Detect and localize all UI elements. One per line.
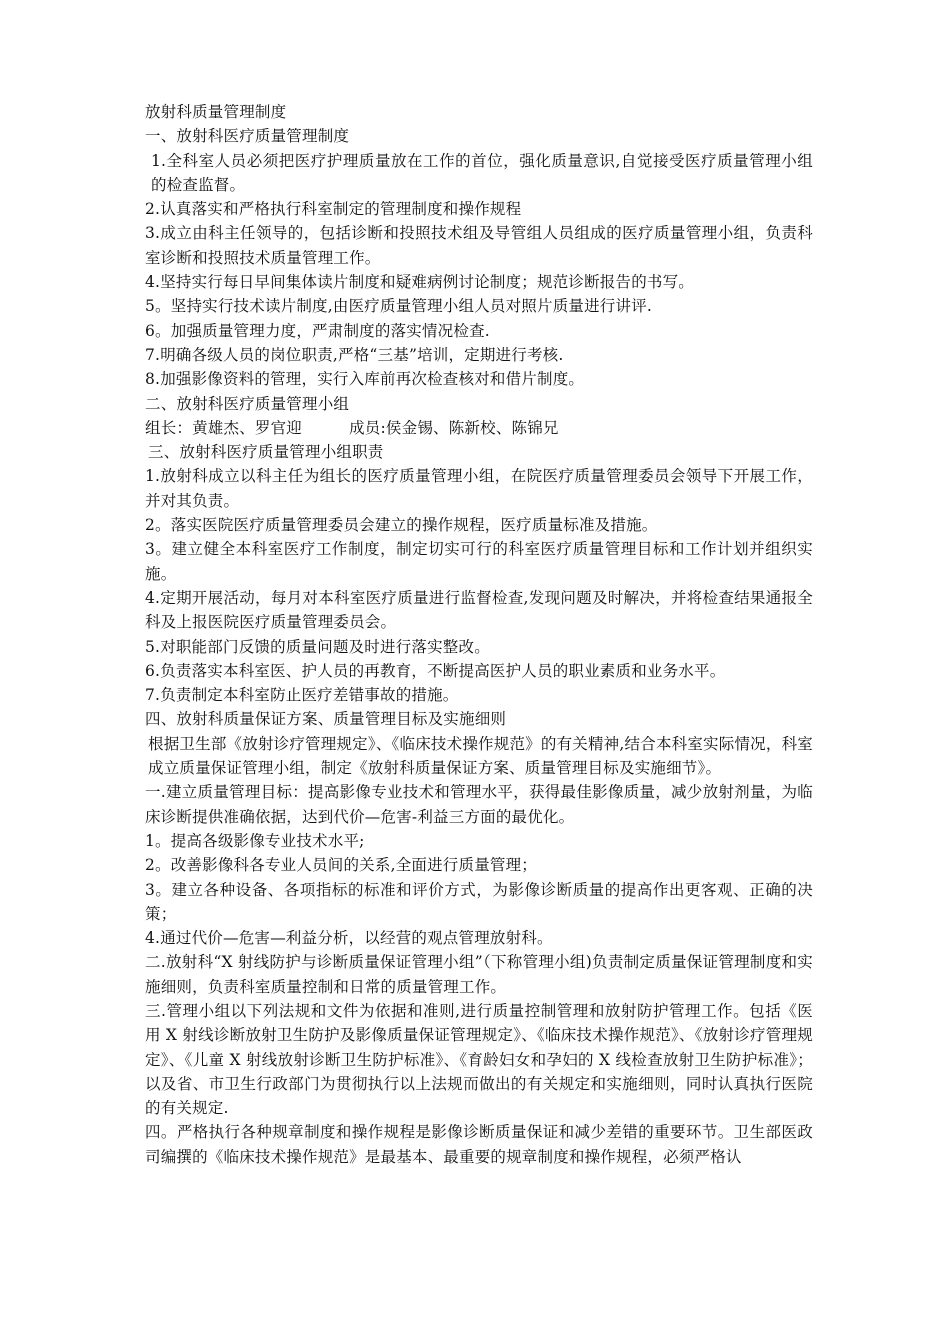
section-3-item: 6.负责落实本科室医、护人员的再教育，不断提高医护人员的职业素质和业务水平。 — [145, 661, 726, 680]
team-members: 组长：黄雄杰、罗官迎 成员:侯金锡、陈新校、陈锦兄 — [145, 418, 559, 437]
section-1-item: 2.认真落实和严格执行科室制定的管理制度和操作规程 — [145, 200, 522, 219]
section-2-heading: 二、放射科医疗质量管理小组 — [145, 394, 350, 413]
section-1-item: 6。加强质量管理力度，严肃制度的落实情况检查. — [145, 321, 490, 340]
section-1-item: 1.全科室人员必须把医疗护理质量放在工作的首位，强化质量意识,自觉接受医疗质量管理小组的检查监督。 — [151, 151, 813, 194]
section-3-item: 5.对职能部门反馈的质量问题及时进行落实整改。 — [145, 637, 490, 656]
document-page — [145, 100, 813, 1169]
quality-goal-paragraph: 一.建立质量管理目标：提高影像专业技术和管理水平，获得最佳影像质量，减少放射剂量，为临床诊断提供准确依据，达到代价—危害-利益三方面的最优化。 — [145, 783, 813, 826]
section-1-item: 3.成立由科主任领导的，包括诊断和投照技术组及导管组人员组成的医疗质量管理小组，负责科室诊断和投照技术质量管理工作。 — [145, 224, 813, 267]
rules-paragraph: 四。严格执行各种规章制度和操作规程是影像诊断质量保证和减少差错的重要环节。卫生部医政司编撰的《临床技术操作规范》是最基本、最重要的规章制度和操作规程，必须严格认 — [145, 1123, 813, 1166]
section-3-heading: 三、放射科医疗质量管理小组职责 — [148, 443, 384, 462]
section-1-item: 7.明确各级人员的岗位职责,严格“三基”培训，定期进行考核. — [145, 345, 564, 364]
section-1-item: 4.坚持实行每日早间集体读片制度和疑难病例讨论制度；规范诊断报告的书写。 — [145, 273, 694, 292]
goal-item: 2。改善影像科各专业人员间的关系,全面进行质量管理； — [145, 856, 537, 875]
section-3-item: 7.负责制定本科室防止医疗差错事故的措施。 — [145, 686, 459, 705]
section-1-heading: 一、放射科医疗质量管理制度 — [145, 127, 350, 146]
goal-item: 1。提高各级影像专业技术水平; — [145, 831, 365, 850]
management-group-paragraph: 二.放射科“X 射线防护与诊断质量保证管理小组”（下称管理小组)负责制定质量保证管理制度和实施细则，负责科室质量控制和日常的质量管理工作。 — [145, 953, 813, 996]
regulations-paragraph: 三.管理小组以下列法规和文件为依据和准则,进行质量控制管理和放射防护管理工作。包括《医用 X 射线诊断放射卫生防护及影像质量保证管理规定》、《临床技术操作规范》、《放射诊疗管理规定》、《儿童 X 射线放射诊断卫生防护标准》、《育龄妇女和孕妇的 X 线检查放射卫生防护标准》；以及省、市卫生行政部门为贯彻执行以上法规而做出的有关规定和实施细则，同时认真执行医院的有关规定. — [145, 1001, 813, 1118]
section-3-item: 3。建立健全本科室医疗工作制度，制定切实可行的科室医疗质量管理目标和工作计划并组织实施。 — [145, 540, 813, 583]
section-3-item: 2。落实医院医疗质量管理委员会建立的操作规程，医疗质量标准及措施。 — [145, 516, 658, 535]
section-3-item: 1.放射科成立以科主任为组长的医疗质量管理小组，在院医疗质量管理委员会领导下开展工作，并对其负责。 — [145, 467, 813, 510]
goal-item: 4.通过代价—危害—利益分析，以经营的观点管理放射科。 — [145, 929, 553, 948]
section-1-item: 5。坚持实行技术读片制度,由医疗质量管理小组人员对照片质量进行讲评. — [145, 297, 653, 316]
document-title: 放射科质量管理制度 — [145, 103, 287, 121]
section-3-item: 4.定期开展活动，每月对本科室医疗质量进行监督检查,发现问题及时解决，并将检查结果通报全科及上报医院医疗质量管理委员会。 — [145, 588, 813, 632]
section-4-intro: 根据卫生部《放射诊疗管理规定》、《临床技术操作规范》的有关精神,结合本科室实际情况，科室成立质量保证管理小组，制定《放射科质量保证方案、质量管理目标及实施细节》。 — [148, 734, 813, 778]
section-1-item: 8.加强影像资料的管理，实行入库前再次检查核对和借片制度。 — [145, 370, 585, 389]
section-4-heading: 四、放射科质量保证方案、质量管理目标及实施细则 — [145, 710, 507, 729]
goal-item: 3。建立各种设备、各项指标的标准和评价方式，为影像诊断质量的提高作出更客观、正确的决策； — [145, 880, 813, 923]
